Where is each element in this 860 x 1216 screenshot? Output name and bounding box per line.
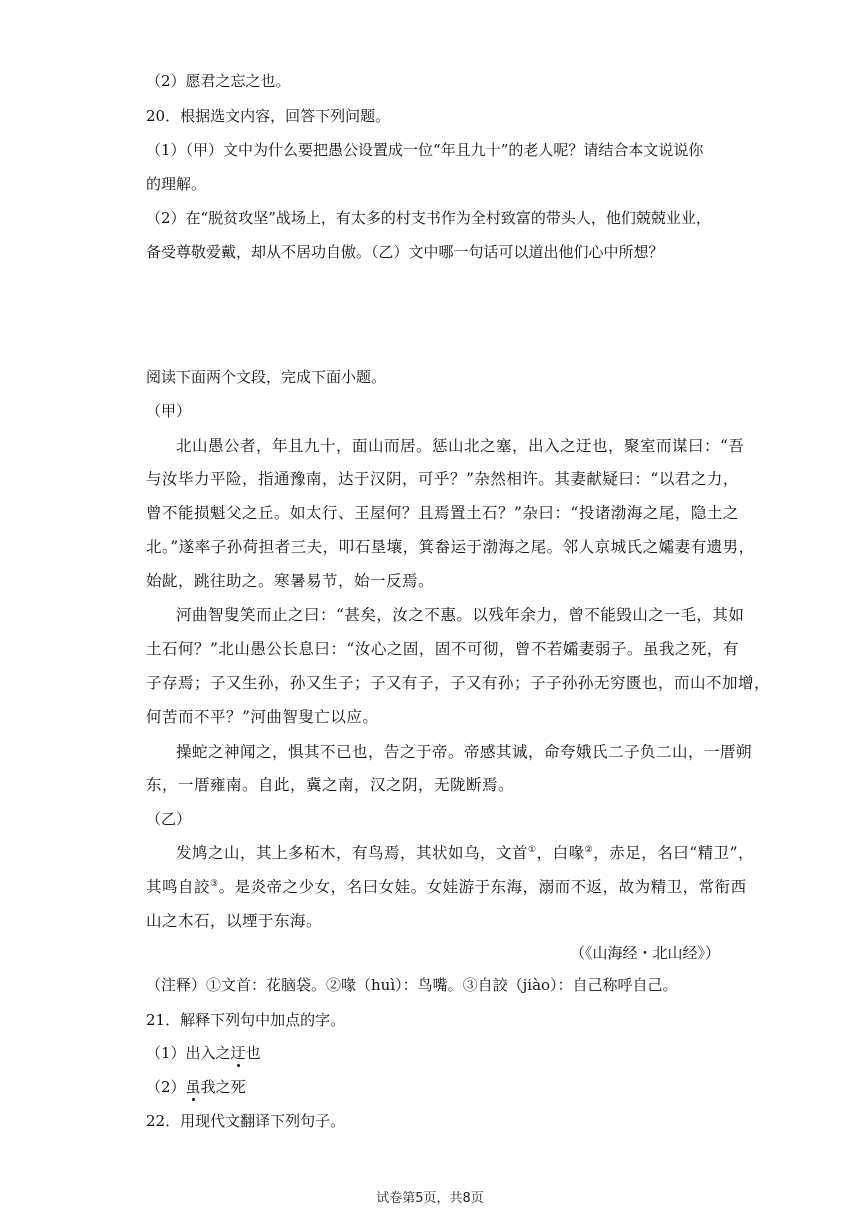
passage-yi-line1 — [176, 843, 755, 863]
q19-item-2: （2）愿君之忘之也。 — [146, 72, 291, 90]
passage-jia-p1-line2: 与汝毕力平险，指通豫南，达于汉阴，可乎？”杂然相许。其妻献疑曰：“以君之力， — [146, 470, 739, 488]
q20-item-1-line1: （1）（甲）文中为什么要把愚公设置成一位“年且九十”的老人呢？请结合本文说说你 — [146, 141, 704, 159]
footnote-ref-3: ③ — [210, 878, 219, 889]
passage-jia-p2-line3: 子存焉；子又生孙，孙又生子；子又有子，子又有孙；子子孙孙无穷匮也，而山不加增， — [146, 674, 771, 692]
q21-item-2-text-a: （2） — [146, 1078, 186, 1096]
passage-yi-line2-text-a: 其鸣自詨 — [146, 878, 211, 896]
passage-yi-line1-text-a: 发鸠之山，其上多柘木，有鸟焉，其状如乌，文首 — [176, 844, 529, 862]
passage-yi-line2-text-b: 。是炎帝之少女，名曰女娃。女娃游于东海，溺而不返，故为精卫，常衔西 — [218, 878, 747, 896]
q21-item-2-dotted-char: 虽 — [185, 1078, 201, 1096]
passage-jia-p1-line3: 曾不能损魁父之丘。如太行、王屋何？且焉置土石？”杂曰：“投诸渤海之尾，隐土之 — [146, 504, 739, 522]
q20-item-2-line1: （2）在“脱贫攻坚”战场上，有太多的村支书作为全村致富的带头人，他们兢兢业业， — [146, 209, 711, 227]
q20-item-2-line2: 备受尊敬爱戴，却从不居功自傲。（乙）文中哪一句话可以道出他们心中所想？ — [146, 243, 664, 261]
passage-source: （《山海经・北山经》） — [569, 944, 720, 962]
passage-jia-p2-line1: 河曲智叟笑而止之曰：“甚矣，汝之不惠。以残年余力，曾不能毁山之一毛，其如 — [176, 606, 745, 624]
q21-item-1 — [146, 1043, 720, 1063]
passage-jia-p2-line2: 土石何？”北山愚公长息曰：“汝心之固，固不可彻，曾不若孀妻弱子。虽我之死，有 — [146, 640, 739, 658]
question-21: 21．解释下列句中加点的字。 — [146, 1011, 346, 1029]
q20-item-1-line2: 的理解。 — [146, 175, 207, 193]
footnote-ref-2: ② — [584, 844, 594, 855]
passage-yi-line2 — [146, 877, 747, 897]
annotation-notes: （注释）①文首：花脑袋。②喙（huì）：鸟嘴。③自詨（jiào）：自己称呼自己。 — [146, 976, 678, 994]
passage-jia-p3-line1: 操蛇之神闻之，惧其不已也，告之于帝。帝感其诚，命夸娥氏二子负二山，一厝朔 — [176, 743, 753, 761]
q21-item-1-text-a: （1）出入之 — [146, 1044, 231, 1062]
passage-jia-label: （甲） — [146, 402, 192, 420]
passage-jia-p1-line1: 北山愚公者，年且九十，面山而居。惩山北之塞，出入之迂也，聚室而谋曰：“吾 — [176, 437, 745, 455]
q21-item-2 — [146, 1077, 720, 1097]
q21-item-1-text-b: 也 — [245, 1044, 261, 1062]
footnote-ref-1: ① — [528, 844, 537, 855]
q21-item-1-dotted-char: 迂 — [230, 1044, 246, 1062]
page-footer: 试卷第5页，共8页 — [376, 1191, 484, 1206]
passage-jia-p2-line4: 何苦而不平？”河曲智叟亡以应。 — [146, 708, 379, 726]
question-22: 22．用现代文翻译下列句子。 — [146, 1112, 346, 1130]
question-20: 20．根据选文内容，回答下列问题。 — [146, 107, 391, 125]
passage-yi-label: （乙） — [146, 810, 192, 828]
passage-yi-line1-text-b: ，白喙 — [536, 844, 585, 862]
passage-yi-line1-text-c: ，赤足，名曰“精卫”， — [593, 844, 755, 862]
passage-yi-line3: 山之木石，以堙于东海。 — [146, 912, 323, 930]
passage-jia-p1-line5: 始龀，跳往助之。寒暑易节，始一反焉。 — [146, 572, 435, 590]
passage-jia-p1-line4: 北。”遂率子孙荷担者三夫，叩石垦壤，箕畚运于渤海之尾。邻人京城氏之孀妻有遗男， — [146, 538, 755, 556]
passage-jia-p3-line2: 东，一厝雍南。自此，冀之南，汉之阴，无陇断焉。 — [146, 776, 515, 794]
reading-intro: 阅读下面两个文段，完成下面小题。 — [146, 368, 387, 386]
q21-item-2-text-b: 我之死 — [200, 1078, 246, 1096]
